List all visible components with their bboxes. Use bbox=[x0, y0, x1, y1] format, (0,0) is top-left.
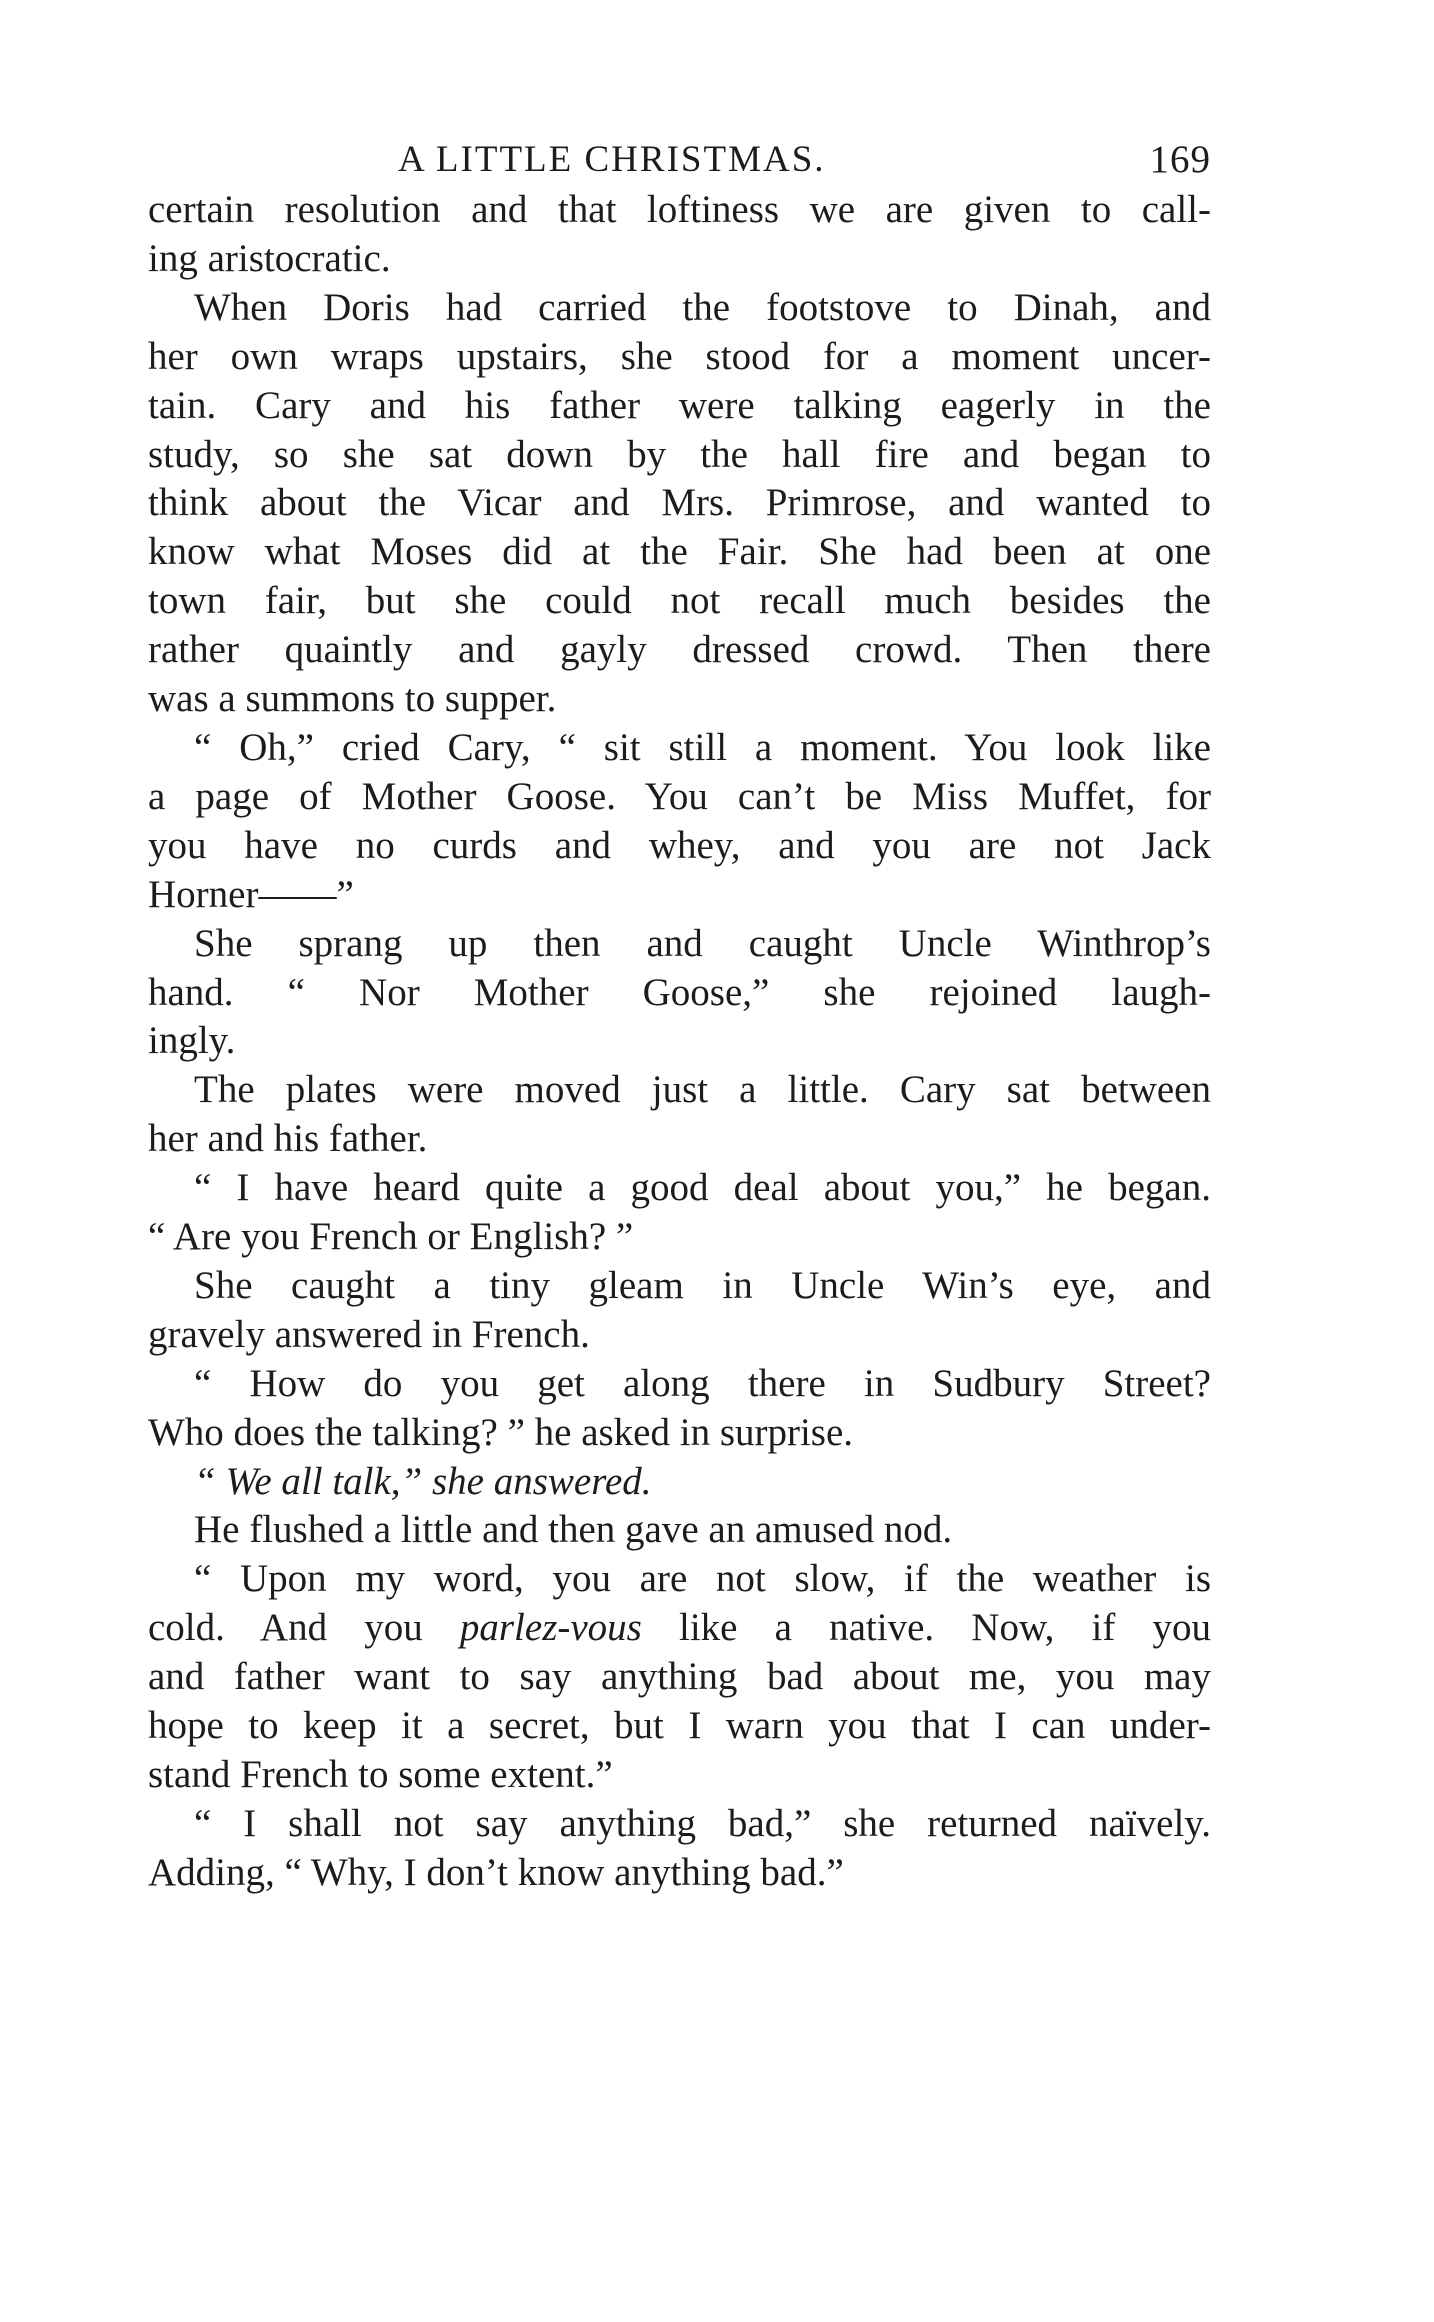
text-line: town fair, but she could not recall much besides the bbox=[148, 579, 1211, 623]
text-line: Horner——” bbox=[148, 872, 354, 916]
text-line: The plates were moved just a little. Cary sat between bbox=[194, 1068, 1211, 1112]
text-line: rather quaintly and gayly dressed crowd. Then there bbox=[148, 628, 1211, 672]
text-line: Who does the talking? ” he asked in surprise. bbox=[148, 1410, 854, 1454]
text-line: “ How do you get along there in Sudbury Street? bbox=[194, 1361, 1211, 1405]
text-line: She sprang up then and caught Uncle Winthrop’s bbox=[194, 921, 1211, 965]
text-line bbox=[148, 1458, 1211, 1507]
text-line: hand. “ Nor Mother Goose,” she rejoined laugh- bbox=[148, 970, 1211, 1014]
text-line: He flushed a little and then gave an amused nod. bbox=[194, 1508, 953, 1552]
text-line: think about the Vicar and Mrs. Primrose, and wanted to bbox=[148, 481, 1211, 525]
text-line: ing aristocratic. bbox=[148, 236, 391, 280]
text-line: stand French to some extent.” bbox=[148, 1753, 613, 1796]
italic-text: parlez-vous bbox=[459, 1606, 642, 1650]
text-line: She caught a tiny gleam in Uncle Win’s eye, and bbox=[194, 1263, 1211, 1307]
text-fragment: like a native. Now, if you bbox=[641, 1606, 1211, 1650]
text-line: “ I have heard quite a good deal about you,” he began. bbox=[194, 1166, 1211, 1210]
running-title: A LITTLE CHRISTMAS. bbox=[398, 139, 826, 180]
text-line: study, so she sat down by the hall fire and began to bbox=[148, 432, 1211, 476]
text-line: her own wraps upstairs, she stood for a moment uncer- bbox=[148, 334, 1211, 378]
text-line: hope to keep it a secret, but I warn you that I can under- bbox=[148, 1704, 1211, 1748]
italic-text: “ We all talk,” she answered. bbox=[194, 1459, 652, 1503]
text-line: tain. Cary and his father were talking eagerly in the bbox=[148, 383, 1211, 427]
book-page bbox=[148, 128, 1211, 1898]
text-line: “ Upon my word, you are not slow, if the weather is bbox=[194, 1557, 1211, 1601]
text-line: ingly. bbox=[148, 1019, 236, 1063]
text-line: her and his father. bbox=[148, 1117, 428, 1161]
text-line: When Doris had carried the footstove to Dinah, and bbox=[194, 285, 1211, 329]
text-fragment: cold. And you bbox=[148, 1606, 460, 1650]
text-line: “ I shall not say anything bad,” she returned naïvely. bbox=[194, 1801, 1211, 1845]
running-header bbox=[148, 128, 1211, 182]
text-line: a page of Mother Goose. You can’t be Miss Muffet, for bbox=[148, 774, 1211, 818]
text-line: you have no curds and whey, and you are not Jack bbox=[148, 823, 1211, 867]
text-line: “ Are you French or English? ” bbox=[148, 1215, 634, 1259]
text-line: Adding, “ Why, I don’t know anything bad.” bbox=[148, 1850, 844, 1894]
text-line: gravely answered in French. bbox=[148, 1312, 590, 1356]
page-number: 169 bbox=[1149, 138, 1211, 181]
text-line: “ Oh,” cried Cary, “ sit still a moment. You look like bbox=[194, 725, 1211, 769]
text-line: and father want to say anything bad about me, you may bbox=[148, 1655, 1211, 1699]
text-line: was a summons to supper. bbox=[148, 677, 557, 721]
text-line bbox=[148, 1604, 1211, 1653]
text-line: know what Moses did at the Fair. She had been at one bbox=[148, 530, 1211, 574]
body-text bbox=[148, 186, 1211, 1898]
text-line: certain resolution and that loftiness we are given to call- bbox=[148, 188, 1211, 231]
